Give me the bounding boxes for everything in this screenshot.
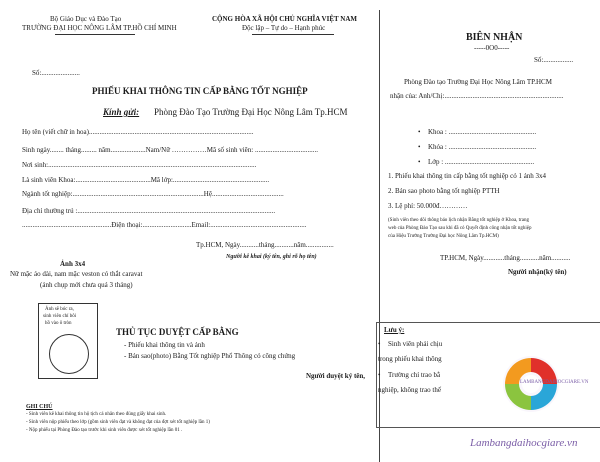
field-address[interactable]: Địa chỉ thường trú :................................................................................................................. (22, 207, 276, 215)
watermark-small-text: LAMBANGDAIHOCGIARE.VN (520, 380, 589, 385)
procedure-item-1: - Phiếu khai thông tin và ảnh (124, 341, 205, 349)
motto: Độc lập – Tự do – Hạnh phúc (242, 24, 326, 32)
note-3: - Nộp phiếu tại Phòng Đào tạo trước khi sinh viên được xét tốt nghiệp lần 01 . (26, 428, 183, 433)
receipt-note-title: Lưu ý: (384, 326, 405, 334)
bullet-icon: • (378, 340, 381, 348)
photo-title: Ảnh 3x4 (60, 260, 86, 268)
field-birth-date[interactable]: Sinh ngày........ tháng......... năm....................Nam/Nữ ……………Mã số sinh viên: .................................... (22, 146, 318, 154)
receiver-signature: Người nhận(ký tên) (508, 268, 567, 276)
notes-title: GHI CHÚ (26, 404, 53, 410)
photo-placeholder (38, 303, 98, 379)
receipt-fine-print-1: (Sinh viên theo dõi thông báo lịch nhận Bằng tốt nghiệp ở Khoa, trang (388, 218, 529, 223)
field-major[interactable]: Ngành tốt nghiệp:...........................................................................Hệ......................................... (22, 190, 284, 198)
receipt-field-class[interactable]: Lớp : ................................................... (428, 158, 535, 166)
form-number: Số:...................... (32, 69, 80, 77)
bullet-icon: • (418, 143, 421, 151)
kinh-gui-label: Kính gửi: (103, 107, 140, 117)
procedure-item-2: - Bản sao(photo) Bằng Tốt nghiệp Phổ Thông có công chứng (124, 352, 296, 360)
republic-title: CỘNG HÒA XÃ HỘI CHỦ NGHĨA VIỆT NAM (212, 15, 358, 23)
note-2: - Sinh viên nộp phiếu theo lớp (gồm sinh viên đạt và không đạt của đợt xét tốt nghiệp lần 1) (26, 420, 210, 425)
receipt-item-1: 1. Phiếu khai thông tin cấp bằng tốt nghiệp có 1 ảnh 3x4 (388, 172, 547, 180)
photo-box-text-2: sinh viên chỉ bôi (43, 314, 77, 319)
receipt-number: Số:................. (534, 56, 574, 64)
receipt-office: Phòng Đào tạo Trường Đại Học Nông Lâm TP.HCM (404, 78, 552, 86)
field-birth-place[interactable]: Nơi sinh:....................................................................................................................... (22, 161, 257, 169)
receipt-item-2: 2. Bản sao photo bằng tốt nghiệp PTTH (388, 187, 500, 195)
photo-desc-1: Nữ mặc áo dài, nam mặc veston có thắt caravat (10, 270, 143, 278)
receipt-date: TP.HCM, Ngày............tháng...........năm........... (440, 254, 571, 262)
approver-signature: Người duyệt ký tên, (306, 372, 366, 380)
photo-desc-2: (ảnh chụp mới chưa quá 3 tháng) (40, 281, 133, 289)
receipt-fine-print-2: web của Phòng Đào Tạo sau khi đã có Quyết định công nhận tốt nghiệp (388, 226, 532, 231)
receipt-field-faculty[interactable]: Khoa : .................................................. (428, 128, 537, 136)
form-title: PHIẾU KHAI THÔNG TIN CẤP BẰNG TỐT NGHIỆP (92, 86, 308, 96)
receipt-note-line-1: Sinh viên phải chịu (388, 340, 443, 348)
ministry-label: Bộ Giáo Dục và Đào Tạo (50, 15, 122, 23)
university-name: TRƯỜNG ĐẠI HỌC NÔNG LÂM TP.HỒ CHÍ MINH (22, 24, 177, 32)
photo-box-text-3: hồ vào ô tròn (45, 321, 72, 326)
date-line: Tp.HCM, Ngày...........tháng...........năm................ (196, 241, 334, 249)
bullet-icon: • (378, 371, 381, 379)
bullet-icon: • (418, 158, 421, 166)
receipt-received-from[interactable]: nhận của: Anh/Chị:.................................................................... (390, 92, 564, 100)
receipt-item-3: 3. Lệ phí: 50.000đ………… (388, 202, 468, 210)
photo-oval (49, 334, 89, 374)
photo-box-text-1: Ảnh sẽ bóc ra, (45, 307, 74, 312)
field-full-name[interactable]: Họ tên (viết chữ in hoa).............................................................................................. (22, 128, 254, 136)
receipt-field-course[interactable]: Khóa : .................................................. (428, 143, 537, 151)
watermark-text: Lambangdaihocgiare.vn (470, 437, 578, 449)
receipt-note-line-3: Trường chỉ trao bằ (388, 371, 441, 379)
receipt-note-line-2: trong phiếu khai thông (378, 355, 442, 363)
bullet-icon: • (418, 128, 421, 136)
receipt-title: BIÊN NHẬN (466, 32, 523, 43)
receipt-fine-print-3: của Hiệu Trưởng Trường Đại học Nông Lâm Tp.HCM) (388, 234, 499, 239)
field-phone-email[interactable]: ...................................................Điện thoại:............................Email:....................................................... (22, 221, 307, 229)
receipt-note-line-4: nghiệp, không trao thế (378, 386, 441, 394)
procedure-title: THỦ TỤC DUYỆT CẤP BẰNG (116, 327, 239, 337)
kinh-gui-recipient: Phòng Đào Tạo Trường Đại Học Nông Lâm Tp.HCM (154, 107, 348, 117)
field-faculty[interactable]: Là sinh viên Khoa:...........................................Mã lớp:....................................................... (22, 176, 270, 184)
header-underline-right (252, 34, 334, 35)
receipt-dashes: -----0O0----- (474, 44, 510, 52)
note-1: - Sinh viên kê khai thông tin hộ tịch cá nhân theo đúng giấy khai sinh. (26, 412, 167, 417)
header-underline-left (55, 34, 135, 35)
declarant-signature: Người kê khai (ký tên, ghi rõ họ tên) (226, 254, 317, 260)
